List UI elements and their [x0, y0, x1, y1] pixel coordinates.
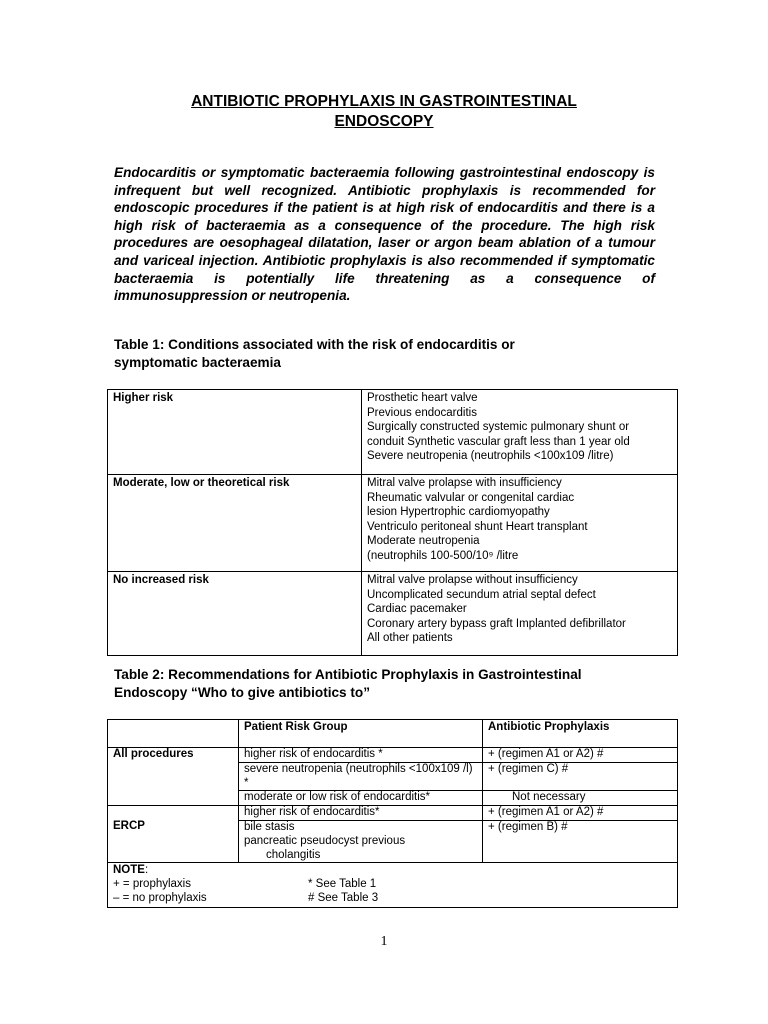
risk-conditions-table: [107, 389, 678, 656]
prophylaxis-cell: + (regimen C) #: [483, 762, 678, 791]
note-minus-legend: – = no prophylaxis: [113, 891, 207, 904]
condition-line: Ventriculo peritoneal shunt Heart transplant: [367, 520, 588, 533]
header-patient-risk-group: Patient Risk Group: [239, 720, 483, 748]
risk-level-label: Moderate, low or theoretical risk: [108, 475, 362, 572]
prophylaxis-cell: + (regimen B) #: [483, 820, 678, 862]
condition-line: Mitral valve prolapse with insufficiency: [367, 477, 562, 489]
prophylaxis-cell: + (regimen A1 or A2) #: [483, 748, 678, 763]
risk-group-cell: moderate or low risk of endocarditis*: [239, 791, 483, 806]
intro-paragraph: Endocarditis or symptomatic bacteraemia following gastrointestinal endoscopy is infrequent but well recognized. Antibiotic prophylaxis is recommended for endoscopic procedures if the patient is at high risk of endocarditis and there is a high risk of bacteraemia as a consequence of the procedure. The high risk procedures are oesophageal dilatation, laser or argon beam ablation of a tumour and variceal injection. Antibiotic prophylaxis is also recommended if symptomatic bacteraemia is potentially life threatening as a consequence of immunosuppression or neutropenia.: [114, 165, 655, 304]
prophylaxis-cell: + (regimen A1 or A2) #: [483, 806, 678, 821]
condition-line: Rheumatic valvular or congenital cardiac: [367, 491, 575, 504]
note-row: [108, 863, 678, 907]
table-row: [108, 475, 678, 572]
title-line-1: ANTIBIOTIC PROPHYLAXIS IN GASTROINTESTINAL: [191, 93, 577, 110]
table2-caption-line-1: Table 2: Recommendations for Antibiotic Prophylaxis in Gastrointestinal: [114, 667, 582, 682]
risk-group-line: bile stasis: [244, 820, 295, 833]
prophylaxis-cell: [483, 791, 678, 806]
condition-line: All other patients: [367, 632, 453, 644]
note-cell: [108, 863, 678, 907]
condition-line: Surgically constructed systemic pulmonary shunt or: [367, 421, 630, 433]
procedure-label: ERCP: [113, 820, 145, 833]
procedure-spacer: [113, 806, 233, 820]
note-see-table3: # See Table 3: [308, 891, 379, 904]
risk-conditions-cell: [362, 475, 678, 572]
condition-line: Prosthetic heart valve: [367, 392, 478, 404]
procedure-cell: [108, 806, 239, 863]
condition-line: Mitral valve prolapse without insufficiency: [367, 574, 578, 586]
header-procedure: [108, 720, 239, 748]
table-row: [108, 390, 678, 475]
page-number: 1: [380, 934, 388, 949]
note-line: [113, 878, 672, 892]
note-line: [113, 892, 672, 906]
note-heading: [113, 864, 672, 878]
table2-caption: [114, 666, 674, 702]
table1-caption: [114, 336, 674, 372]
table1-caption-line-2: symptomatic bacteraemia: [114, 355, 281, 370]
risk-level-label: Higher risk: [108, 390, 362, 475]
risk-group-cell: higher risk of endocarditis *: [239, 748, 483, 763]
procedure-cell: All procedures: [108, 748, 239, 806]
table2-caption-line-2: Endoscopy “Who to give antibiotics to”: [114, 685, 371, 700]
condition-line: (neutrophils 100-500/10⁹ /litre: [367, 549, 519, 562]
risk-group-cell: higher risk of endocarditis*: [239, 806, 483, 821]
table-row: [108, 748, 678, 763]
note-plus-legend: + = prophylaxis: [113, 878, 191, 891]
condition-line: Uncomplicated secundum atrial septal defect: [367, 588, 596, 601]
risk-group-line: pancreatic pseudocyst previous: [244, 834, 406, 847]
condition-line: conduit Synthetic vascular graft less than 1 year old: [367, 435, 630, 448]
table1-caption-line-1: Table 1: Conditions associated with the risk of endocarditis or: [114, 337, 515, 352]
prophylaxis-value: Not necessary: [512, 791, 586, 804]
condition-line: Moderate neutropenia: [367, 535, 480, 547]
title-line-2: ENDOSCOPY: [334, 113, 434, 130]
note-colon: :: [144, 864, 149, 877]
condition-line: Previous endocarditis: [367, 406, 477, 419]
note-label: NOTE: [113, 864, 145, 877]
table-row: [108, 806, 678, 821]
condition-line: Cardiac pacemaker: [367, 603, 467, 615]
risk-conditions-cell: [362, 572, 678, 656]
note-see-table1: * See Table 1: [308, 878, 377, 891]
condition-line: Severe neutropenia (neutrophils <100x109 /litre): [367, 450, 614, 462]
risk-conditions-cell: [362, 390, 678, 475]
condition-line: Coronary artery bypass graft Implanted defibrillator: [367, 617, 626, 630]
page-title: [110, 92, 658, 132]
header-antibiotic-prophylaxis: Antibiotic Prophylaxis: [483, 720, 678, 748]
table-row: [108, 572, 678, 656]
risk-group-cell: severe neutropenia (neutrophils <100x109 /l) *: [239, 762, 483, 791]
risk-group-line: cholangitis: [266, 848, 321, 861]
table-header-row: [108, 720, 678, 748]
prophylaxis-recommendations-table: [107, 719, 678, 908]
condition-line: lesion Hypertrophic cardiomyopathy: [367, 506, 550, 518]
risk-level-label: No increased risk: [108, 572, 362, 656]
risk-group-cell: [239, 820, 483, 862]
